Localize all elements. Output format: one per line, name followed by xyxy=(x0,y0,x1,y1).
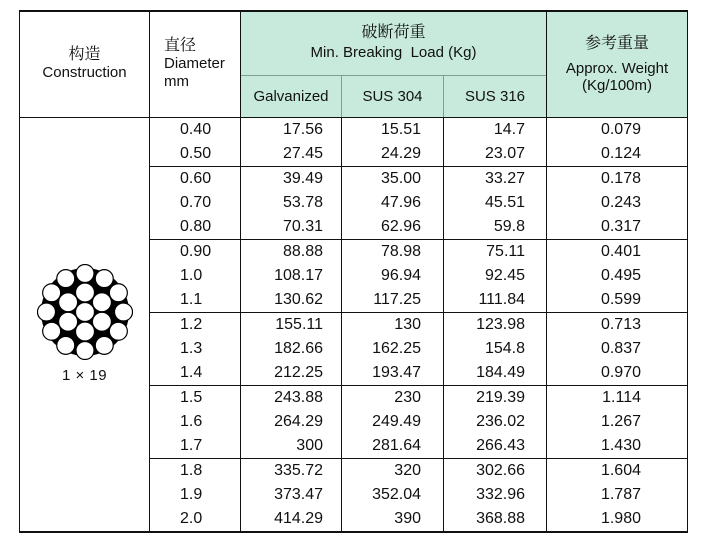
diameter-cell: 0.80 xyxy=(150,215,241,240)
construction-cell xyxy=(20,117,150,532)
diameter-cell: 0.90 xyxy=(150,239,241,264)
galvanized-load-cell: 212.25 xyxy=(241,361,342,386)
sus316-header: SUS 316 xyxy=(444,75,547,117)
weight-cell: 0.178 xyxy=(547,166,688,191)
sus316-load-cell: 266.43 xyxy=(444,434,547,459)
galvanized-load-cell: 155.11 xyxy=(241,312,342,337)
weight-cell: 0.837 xyxy=(547,337,688,361)
sus304-load-cell: 96.94 xyxy=(342,264,444,288)
sus304-header: SUS 304 xyxy=(342,75,444,117)
construction-header xyxy=(20,11,150,117)
sus316-load-cell: 23.07 xyxy=(444,142,547,167)
galvanized-load-cell: 17.56 xyxy=(241,117,342,142)
diameter-cell: 1.1 xyxy=(150,288,241,313)
weight-cell: 1.430 xyxy=(547,434,688,459)
galvanized-load-cell: 300 xyxy=(241,434,342,459)
weight-cell: 1.787 xyxy=(547,483,688,507)
weight-cell: 0.317 xyxy=(547,215,688,240)
sus304-load-cell: 320 xyxy=(342,458,444,483)
table-row xyxy=(20,117,688,142)
sus316-load-cell: 111.84 xyxy=(444,288,547,313)
sus316-load-cell: 184.49 xyxy=(444,361,547,386)
weight-cell: 1.267 xyxy=(547,410,688,434)
diameter-header-en: Diameter xyxy=(164,55,225,73)
sus304-load-cell: 281.64 xyxy=(342,434,444,459)
galvanized-load-cell: 335.72 xyxy=(241,458,342,483)
diameter-cell: 1.4 xyxy=(150,361,241,386)
sus304-load-cell: 15.51 xyxy=(342,117,444,142)
weight-cell: 1.114 xyxy=(547,385,688,410)
diameter-cell: 2.0 xyxy=(150,507,241,532)
weight-cell: 1.604 xyxy=(547,458,688,483)
sus316-load-cell: 59.8 xyxy=(444,215,547,240)
strand-1x19-icon xyxy=(37,264,133,360)
diameter-cell: 1.6 xyxy=(150,410,241,434)
construction-header-en: Construction xyxy=(42,64,127,82)
sus304-load-cell: 117.25 xyxy=(342,288,444,313)
galvanized-load-cell: 373.47 xyxy=(241,483,342,507)
weight-cell: 0.495 xyxy=(547,264,688,288)
sus304-load-cell: 78.98 xyxy=(342,239,444,264)
weight-cell: 0.970 xyxy=(547,361,688,386)
galvanized-load-cell: 39.49 xyxy=(241,166,342,191)
sus304-load-cell: 390 xyxy=(342,507,444,532)
sus316-load-cell: 368.88 xyxy=(444,507,547,532)
diameter-cell: 1.8 xyxy=(150,458,241,483)
diameter-cell: 1.7 xyxy=(150,434,241,459)
weight-cell: 0.124 xyxy=(547,142,688,167)
construction-header-zh: 构造 xyxy=(68,46,101,64)
sus316-load-cell: 14.7 xyxy=(444,117,547,142)
sus316-load-cell: 92.45 xyxy=(444,264,547,288)
spec-table-body xyxy=(20,117,688,532)
galvanized-header: Galvanized xyxy=(241,75,342,117)
galvanized-load-cell: 27.45 xyxy=(241,142,342,167)
sus304-load-cell: 62.96 xyxy=(342,215,444,240)
diameter-cell: 0.70 xyxy=(150,191,241,215)
galvanized-load-cell: 182.66 xyxy=(241,337,342,361)
sus316-load-cell: 219.39 xyxy=(444,385,547,410)
galvanized-load-cell: 88.88 xyxy=(241,239,342,264)
sus304-load-cell: 230 xyxy=(342,385,444,410)
strand-diagram xyxy=(37,264,133,384)
weight-cell: 0.243 xyxy=(547,191,688,215)
sus304-load-cell: 47.96 xyxy=(342,191,444,215)
diameter-cell: 1.0 xyxy=(150,264,241,288)
sus304-load-cell: 24.29 xyxy=(342,142,444,167)
galvanized-load-cell: 53.78 xyxy=(241,191,342,215)
weight-cell: 1.980 xyxy=(547,507,688,532)
sus316-load-cell: 45.51 xyxy=(444,191,547,215)
spec-table xyxy=(19,10,688,533)
construction-label: 1 × 19 xyxy=(61,366,108,384)
diameter-header-unit: mm xyxy=(164,73,189,91)
sus316-load-cell: 302.66 xyxy=(444,458,547,483)
weight-header-zh: 参考重量 xyxy=(584,34,649,52)
galvanized-load-cell: 243.88 xyxy=(241,385,342,410)
diameter-header-zh: 直径 xyxy=(164,37,197,55)
breaking-load-header xyxy=(241,11,547,75)
weight-cell: 0.713 xyxy=(547,312,688,337)
spec-sheet xyxy=(19,10,687,526)
sus304-load-cell: 162.25 xyxy=(342,337,444,361)
sus304-load-cell: 193.47 xyxy=(342,361,444,386)
sus304-load-cell: 35.00 xyxy=(342,166,444,191)
diameter-header xyxy=(150,11,241,117)
sus316-load-cell: 332.96 xyxy=(444,483,547,507)
galvanized-load-cell: 130.62 xyxy=(241,288,342,313)
diameter-cell: 0.50 xyxy=(150,142,241,167)
diameter-cell: 0.40 xyxy=(150,117,241,142)
weight-header-en: Approx. Weight xyxy=(565,59,669,77)
galvanized-load-cell: 70.31 xyxy=(241,215,342,240)
weight-cell: 0.599 xyxy=(547,288,688,313)
sus304-load-cell: 130 xyxy=(342,312,444,337)
weight-header xyxy=(547,11,688,117)
diameter-cell: 0.60 xyxy=(150,166,241,191)
sus304-load-cell: 249.49 xyxy=(342,410,444,434)
sus316-load-cell: 154.8 xyxy=(444,337,547,361)
galvanized-load-cell: 414.29 xyxy=(241,507,342,532)
sus316-load-cell: 236.02 xyxy=(444,410,547,434)
diameter-cell: 1.3 xyxy=(150,337,241,361)
galvanized-load-cell: 108.17 xyxy=(241,264,342,288)
weight-cell: 0.401 xyxy=(547,239,688,264)
weight-header-unit: (Kg/100m) xyxy=(581,76,653,94)
diameter-cell: 1.2 xyxy=(150,312,241,337)
sus316-load-cell: 33.27 xyxy=(444,166,547,191)
breaking-load-header-en: Min. Breaking Load (Kg) xyxy=(310,44,477,62)
diameter-cell: 1.5 xyxy=(150,385,241,410)
sus316-load-cell: 75.11 xyxy=(444,239,547,264)
galvanized-load-cell: 264.29 xyxy=(241,410,342,434)
sus316-load-cell: 123.98 xyxy=(444,312,547,337)
diameter-cell: 1.9 xyxy=(150,483,241,507)
weight-cell: 0.079 xyxy=(547,117,688,142)
breaking-load-header-zh: 破断荷重 xyxy=(361,24,426,42)
sus304-load-cell: 352.04 xyxy=(342,483,444,507)
